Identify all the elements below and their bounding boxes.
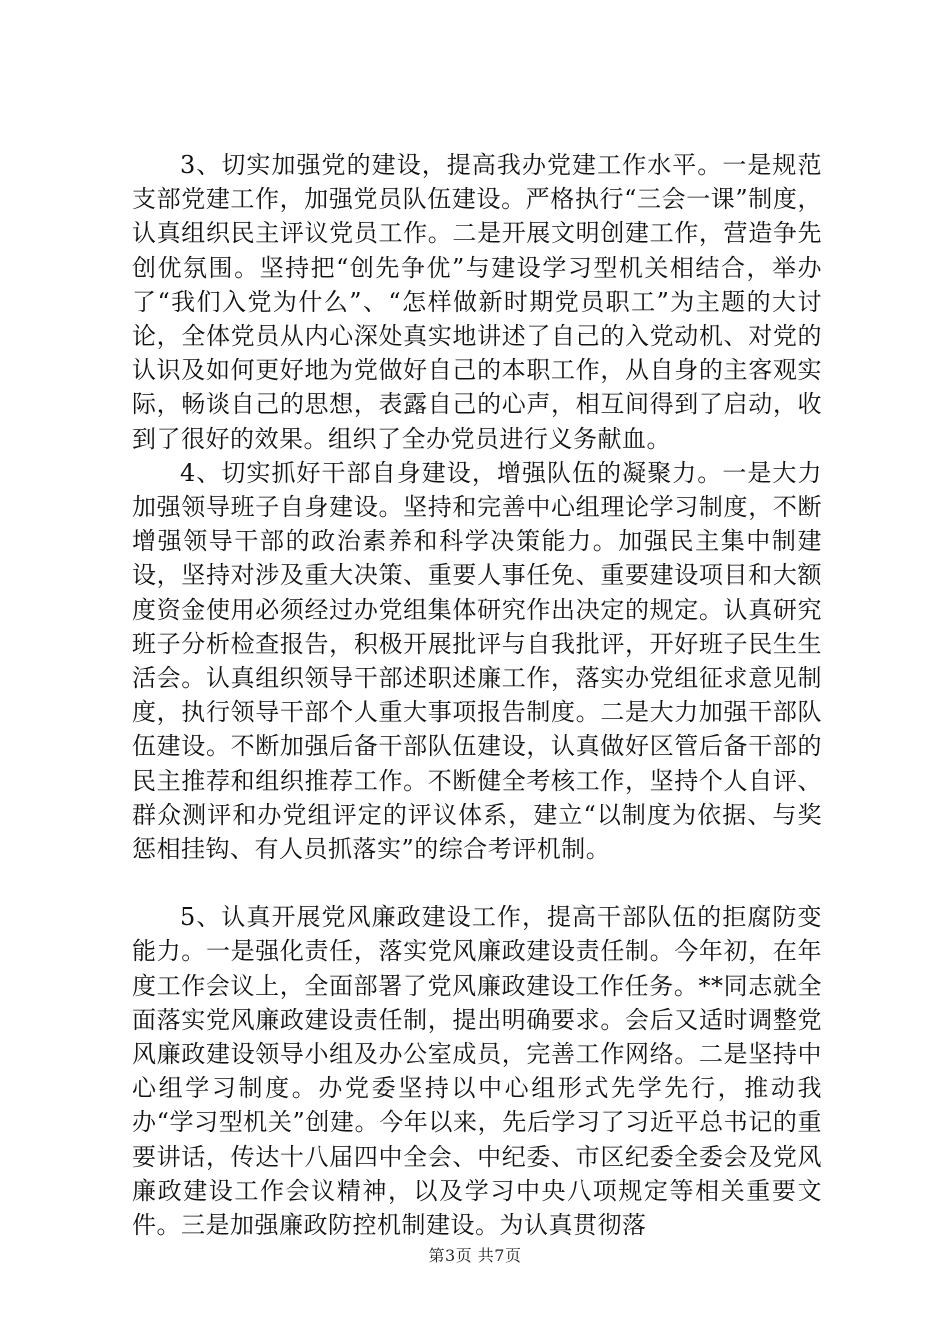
page-footer: 第3页 共7页 xyxy=(428,1246,522,1265)
paragraph-3: 3、切实加强党的建设，提高我办党建工作水平。一是规范支部党建工作，加强党员队伍建设。严格执行“三会一课”制度，认真组织民主评议党员工作。二是开展文明创建工作，营造争先创优氛围。坚持把“创先争优”与建设学习型机关相结合，举办了“我们入党为什么”、“怎样做新时期党员职工”为主题的大讨论，全体党员从内心深处真实地讲述了自己的入党动机、对党的认识及如何更好地为党做好自己的本职工作，从自身的主客观实际，畅谈自己的思想，表露自己的心声，相互间得到了启动，收到了很好的效果。组织了全办党员进行义务献血。 xyxy=(132,151,822,453)
document-body xyxy=(132,148,822,1242)
paragraph-5: 5、认真开展党风廉政建设工作，提高干部队伍的拒腐防变能力。一是强化责任，落实党风廉政建设责任制。今年初，在年度工作会议上，全面部署了党风廉政建设工作任务。**同志就全面落实党风廉政建设责任制，提出明确要求。会后又适时调整党风廉政建设领导小组及办公室成员，完善工作网络。二是坚持中心组学习制度。办党委坚持以中心组形式先学先行，推动我办“学习型机关”创建。今年以来，先后学习了习近平总书记的重要讲话，传达十八届四中全会、中纪委、市区纪委全委会及党风廉政建设工作会议精神，以及学习中央八项规定等相关重要文件。三是加强廉政防控机制建设。为认真贯彻落 xyxy=(132,903,822,1240)
paragraph-4: 4、切实抓好干部自身建设，增强队伍的凝聚力。一是大力加强领导班子自身建设。坚持和完善中心组理论学习制度，不断增强领导干部的政治素养和科学决策能力。加强民主集中制建设，坚持对涉及重大决策、重要人事任免、重要建设项目和大额度资金使用必须经过办党组集体研究作出决定的规定。认真研究班子分析检查报告，积极开展批评与自我批评，开好班子民生生活会。认真组织领导干部述职述廉工作，落实办党组征求意见制度，执行领导干部个人重大事项报告制度。二是大力加强干部队伍建设。不断加强后备干部队伍建设，认真做好区管后备干部的民主推荐和组织推荐工作。不断健全考核工作，坚持个人自评、群众测评和办党组评定的评议体系，建立“以制度为依据、与奖惩相挂钩、有人员抓落实”的综合考评机制。 xyxy=(132,458,822,864)
